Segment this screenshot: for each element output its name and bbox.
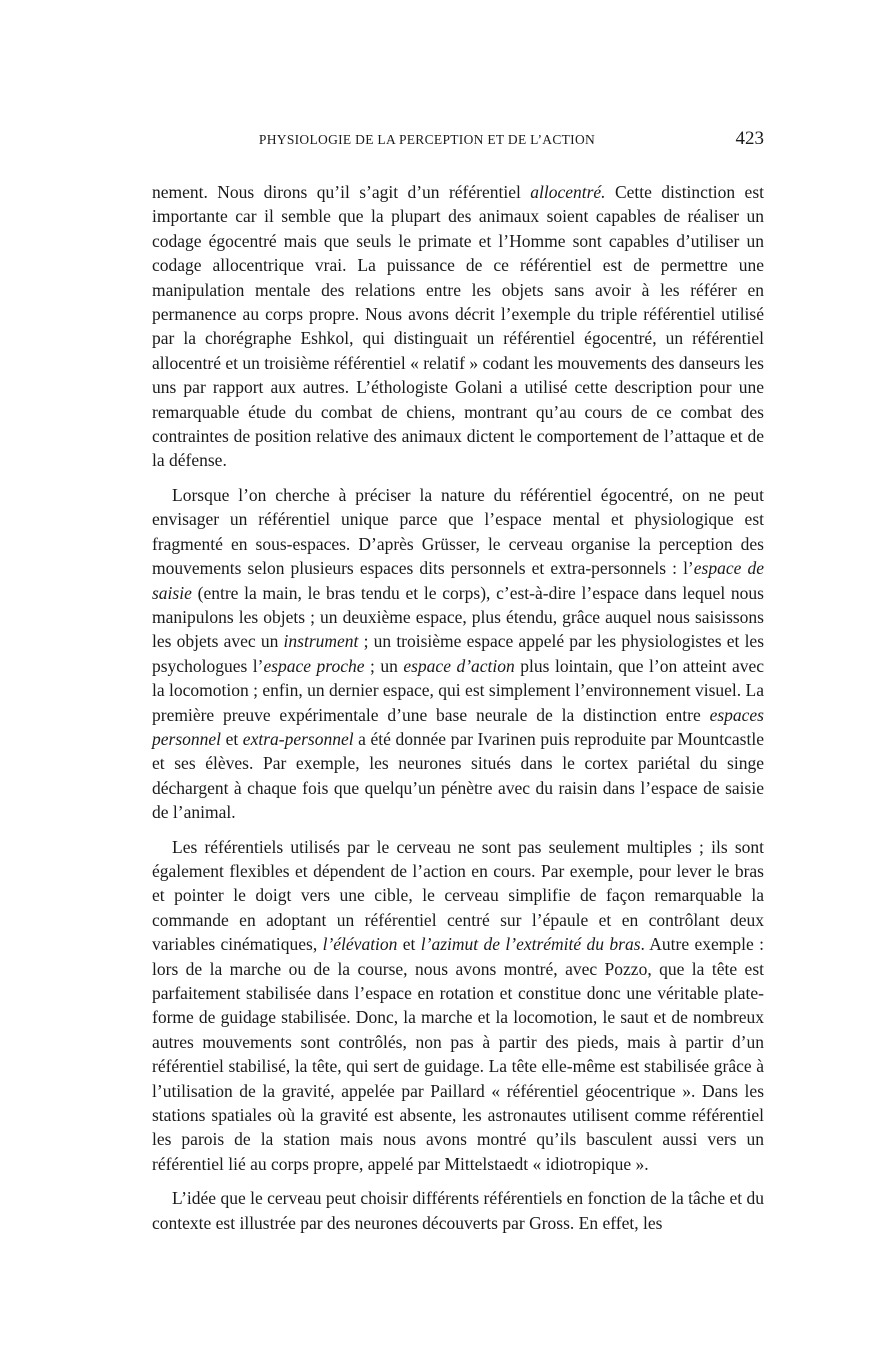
italic-term: allocentré.	[530, 182, 606, 202]
paragraph-4	[152, 1186, 764, 1235]
text-run: Lorsque l’on cherche à préciser la nature du référentiel égocentré, on ne peut envisager un référentiel unique parce que l’espace mental et physiologique est fragmenté en sous-espaces. D’après Grüsser, le cerveau organise la perception des mouvements selon plusieurs espaces dits personnels et extra-personnels : l’	[152, 484, 764, 579]
body-text	[152, 180, 764, 1245]
italic-term: extra-personnel	[242, 728, 354, 749]
running-head	[152, 128, 764, 152]
italic-term: espace proche	[263, 655, 365, 676]
paragraph-1	[152, 180, 764, 473]
text-run: ; un	[364, 655, 404, 676]
text-run: plus lointain, que l’on atteint avec la locomotion ; enfin, un dernier espace, qui est simplement l’environnement visuel. La première preuve expérimentale d’une base neurale de la distinction entre	[152, 655, 764, 725]
text-run: et	[397, 934, 421, 955]
text-run: Cette distinction est importante car il semble que la plupart des animaux soient capables de réaliser un codage égocentré mais que seuls le primate et l’Homme sont capables d’utiliser un codage allocentrique vrai. La puissance de ce référentiel est de permettre une manipulation mentale des relations entre les objets sans avoir à les référer en permanence au corps propre. Nous avons décrit l’exemple du triple référentiel utilisé par la chorégraphe Eshkol, qui distinguait un référentiel égocentré, un référentiel allocentré et un troisième référentiel « relatif » codant les mouvements des danseurs les uns par rapport aux autres. L’éthologiste Golani a utilisé cette description pour une remarquable étude du combat de chiens, montrant qu’au cours de ce combat des contraintes de position relative des animaux dictent le comportement de l’attaque et de la défense.	[152, 182, 764, 471]
paragraph-3	[152, 835, 764, 1177]
text-run: nement. Nous dirons qu’il s’agit d’un référentiel	[152, 182, 531, 202]
page-number: 423	[735, 128, 764, 149]
text-run: L’idée que le cerveau peut choisir différents référentiels en fonction de la tâche et du contexte est illustrée par des neurones découverts par Gross. En effet, les	[152, 1188, 764, 1233]
italic-term: l’élévation	[322, 934, 398, 955]
text-run: et	[221, 728, 243, 749]
text-run: (entre la main, le bras tendu et le corps), c’est-à-dire l’espace dans lequel nous manipulons les objets ; un deuxième espace, plus étendu, grâce auquel nous saisissons les objets avec un	[152, 582, 764, 652]
text-run: Les référentiels utilisés par le cerveau ne sont pas seulement multiples ; ils sont également flexibles et dépendent de l’action en cours. Par exemple, pour lever le bras et pointer le doigt vers une cible, le cerveau simplifie de façon remarquable la commande en adoptant un référentiel centré sur l’épaule et en contrôlant deux variables cinématiques,	[152, 836, 764, 955]
italic-term: espace de saisie	[152, 558, 764, 603]
paragraph-2	[152, 483, 764, 825]
italic-term: espaces personnel	[152, 704, 764, 749]
italic-term: instrument	[283, 631, 359, 652]
text-run: a été donnée par Ivarinen puis reproduite par Mountcastle et ses élèves. Par exemple, les neurones situés dans le cortex pariétal du singe déchargent à chaque fois que quelqu’un pénètre avec du raisin dans l’espace de saisie de l’animal.	[152, 728, 764, 823]
italic-term: l’azimut de l’extrémité du bras	[420, 934, 641, 955]
running-title: PHYSIOLOGIE DE LA PERCEPTION ET DE L’ACTION	[258, 132, 596, 147]
text-run: . Autre exemple : lors de la marche ou de la course, nous avons montré, avec Pozzo, que la tête est parfaitement stabilisée dans l’espace en rotation et constitue donc une véritable plate-forme de guidage stabilisée. Donc, la marche et la locomotion, le saut et de nombreux autres mouvements sont contrôlés, non pas à partir des pieds, mais à partir d’un référentiel stabilisé, la tête, qui sert de guidage. La tête elle-même est stabilisée grâce à l’utilisation de la gravité, appelée par Paillard « référentiel géocentrique ». Dans les stations spatiales où la gravité est absente, les astronautes utilisent comme référentiel les parois de la station mais nous avons montré qu’ils basculent aussi vers un référentiel lié au corps propre, appelé par Mittelstaedt « idiotropique ».	[152, 934, 764, 1174]
text-run: ; un troisième espace appelé par les physiologistes et les psychologues l’	[152, 631, 765, 676]
italic-term: espace d’action	[403, 655, 515, 676]
